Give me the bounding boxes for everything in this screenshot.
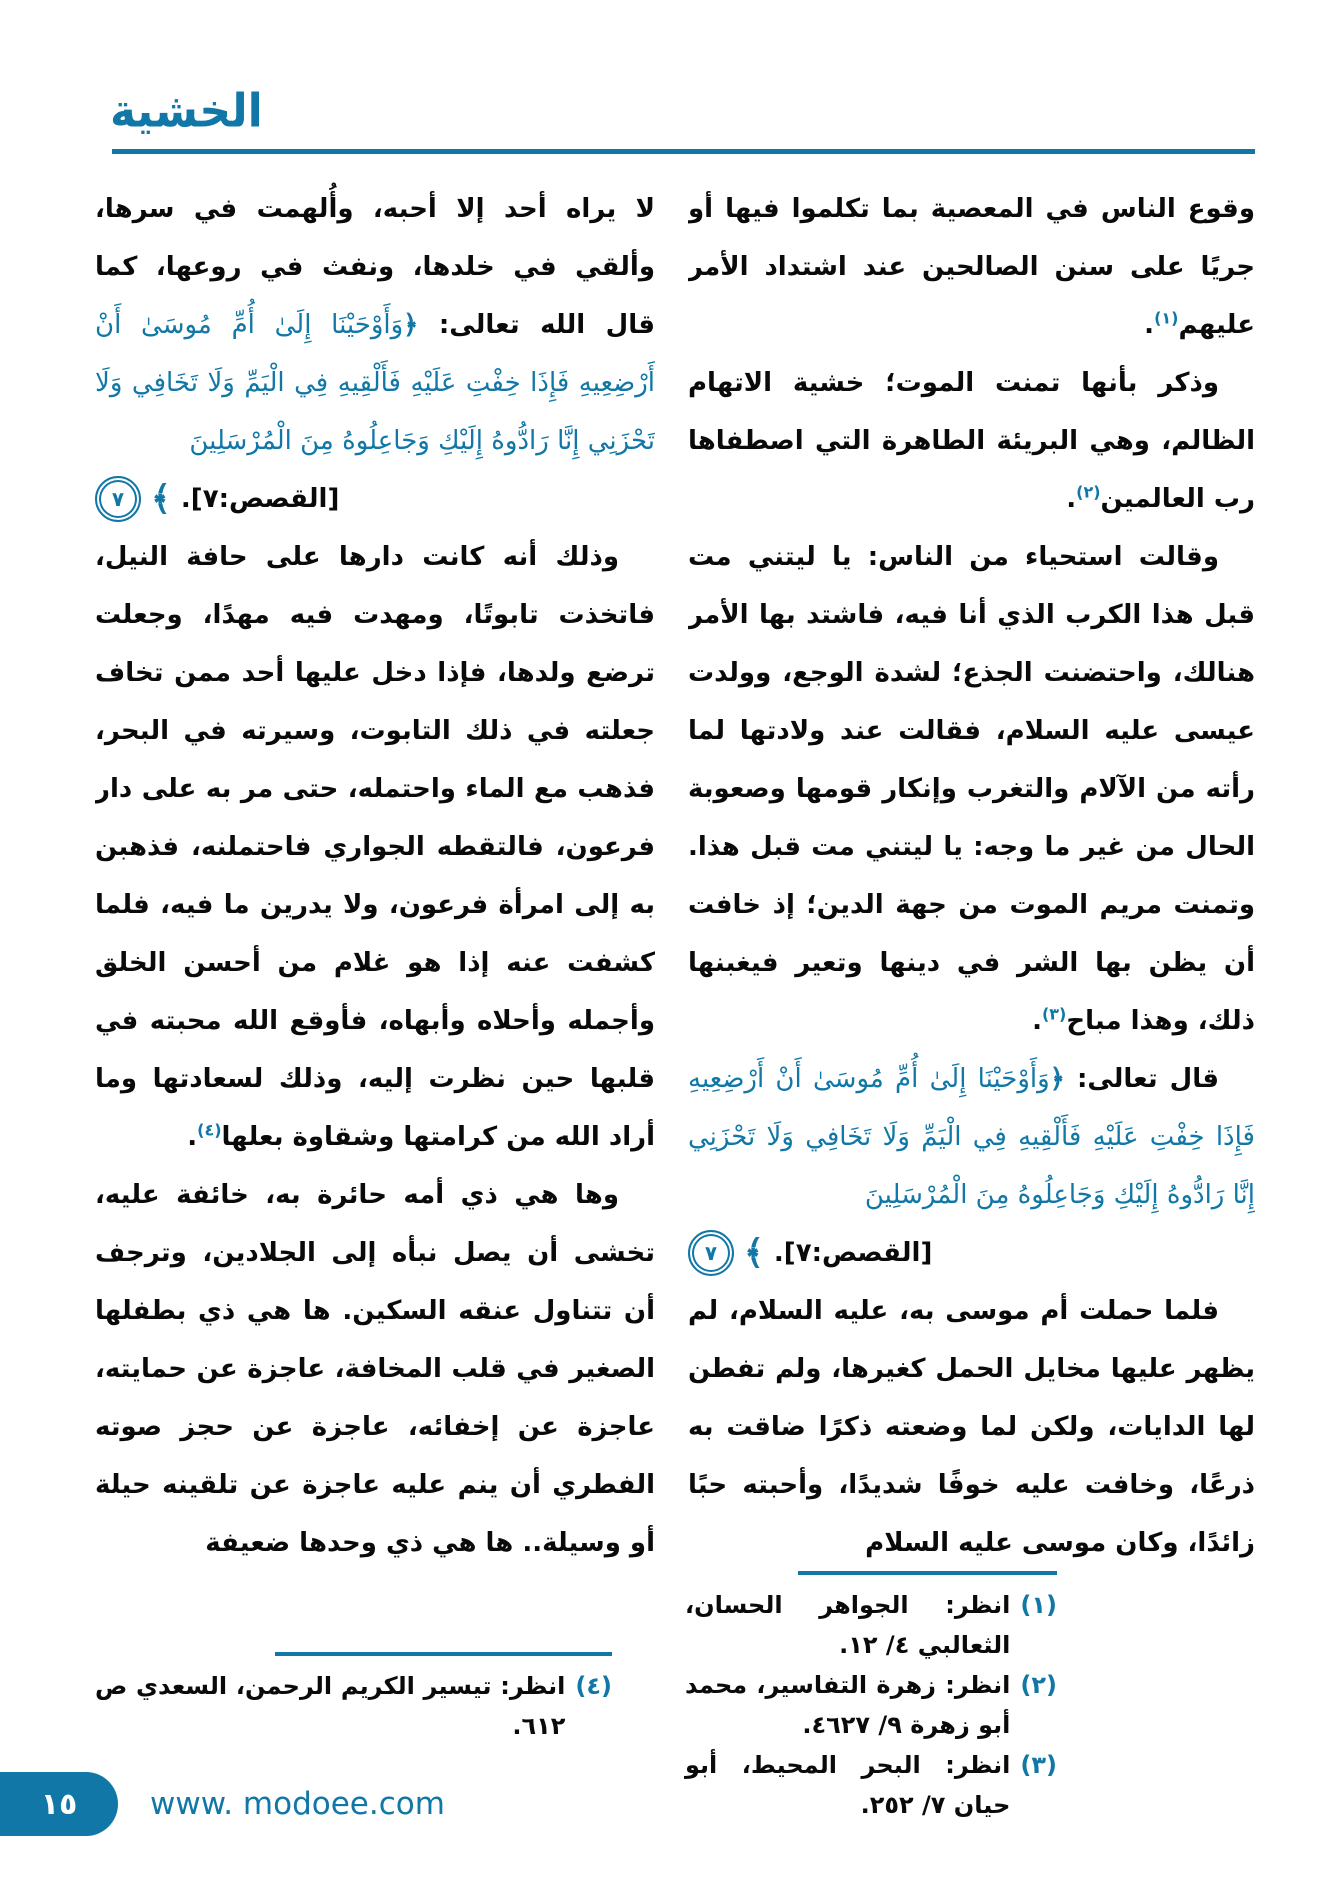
- footnote-number: (١): [1020, 1591, 1057, 1619]
- verse-reference: [القصص:٧].: [180, 484, 340, 514]
- footnote-number: (٢): [1020, 1671, 1057, 1699]
- quran-close-bracket-icon: ﴾: [744, 1233, 764, 1273]
- footnote-text: انظر: تيسير الكريم الرحمن، السعدي ص ٦١٢.: [95, 1672, 566, 1740]
- body-text-run: .: [1144, 310, 1155, 340]
- footnote-reference: (٣): [1041, 1004, 1067, 1024]
- body-text-run: وذكر بأنها تمنت الموت؛ خشية الاتهام الظالم، وهي البريئة الطاهرة التي اصطفاها رب العالمين: [688, 368, 1255, 514]
- page-number-badge: [0, 1772, 118, 1836]
- body-paragraph: [688, 180, 1255, 354]
- body-text-run: فلما حملت أم موسى به، عليه السلام، لم يظهر عليها مخايل الحمل كغيرها، ولم تفطن لها الدايات، ولكن لما وضعته ذكرًا ضاقت به ذرعًا، وخافت عليه خوفًا شديدًا، وأحبته حبًا زائدًا، وكان موسى عليه السلام: [688, 1296, 1255, 1558]
- website-link[interactable]: www. modoee.com: [150, 1786, 445, 1822]
- footnote-divider: [275, 1652, 612, 1656]
- footnote-item: [685, 1665, 1057, 1745]
- page-header-title: الخشية: [110, 84, 263, 139]
- footnote-reference: (١): [1154, 308, 1179, 328]
- right-column: [688, 180, 1255, 1566]
- body-text-run: .: [1032, 1006, 1042, 1036]
- body-text-run: .: [1066, 484, 1077, 514]
- footnote-number: (٣): [1020, 1751, 1057, 1779]
- body-text-run: وقالت استحياء من الناس: يا ليتني مت قبل هذا الكرب الذي أنا فيه، فاشتد بها الأمر هنالك، واحتضنت الجذع؛ لشدة الوجع، وولدت عيسى عليه السلام، فقالت عند ولادتها لما رأته من الآلام والتغرب وإنكار قومها وصعوبة الحال من غير ما وجه: يا ليتني مت قبل هذا. وتمنت مريم الموت من جهة الدين؛ إذ خافت أن يظن بها الشر في دينها وتعير فيغبنها ذلك، وهذا مباح: [688, 542, 1255, 1036]
- body-text-run: لا يراه أحد إلا أحبه، وأُلهمت في سرها، وألقي في خلدها، ونفث في روعها، كما قال الله تعالى:: [95, 194, 655, 340]
- left-column: [95, 180, 655, 1640]
- footnote-reference: (٤): [197, 1120, 222, 1140]
- quran-close-bracket-icon: ﴾: [151, 479, 171, 519]
- verse-paragraph: [688, 1050, 1255, 1224]
- body-paragraph: [688, 354, 1255, 528]
- body-paragraph: [688, 1282, 1255, 1566]
- footnote-text: انظر: البحر المحيط، أبو حيان ٧/ ٢٥٢.: [685, 1751, 1011, 1819]
- ayah-marker-line: [95, 470, 655, 528]
- verse-reference: [القصص:٧].: [773, 1238, 933, 1268]
- footnote-text: انظر: زهرة التفاسير، محمد أبو زهرة ٩/ ٤٦٢٧.: [685, 1671, 1011, 1739]
- footnote-reference: (٢): [1076, 482, 1101, 502]
- ayah-number: ٧: [704, 1241, 718, 1265]
- body-paragraph: [688, 528, 1255, 1050]
- body-text-run: وقوع الناس في المعصية بما تكلموا فيها أو جريًا على سنن الصالحين عند اشتداد الأمر عليهم: [688, 194, 1255, 340]
- ayah-number: ٧: [111, 487, 125, 511]
- page-number: ١٥: [40, 1786, 78, 1822]
- footnote-item: [685, 1585, 1057, 1665]
- quran-open-bracket: ﴿: [1049, 1064, 1065, 1094]
- quran-verse-text: وَأَوْحَيْنَا إِلَىٰ أُمِّ مُوسَىٰ أَنْ أَرْضِعِيهِ فَإِذَا خِفْتِ عَلَيْهِ فَأَلْقِيهِ فِي الْيَمِّ وَلَا تَخَافِي وَلَا تَحْزَنِي إِنَّا رَادُّوهُ إِلَيْكِ وَجَاعِلُوهُ مِنَ الْمُرْسَلِينَ: [688, 1064, 1255, 1210]
- body-text-run: وها هي ذي أمه حائرة به، خائفة عليه، تخشى أن يصل نبأه إلى الجلادين، وترجف أن تتناول عنقه السكين. ها هي ذي بطفلها الصغير في قلب المخافة، عاجزة عن حمايته، عاجزة عن إخفائه، عاجزة عن حجز صوته الفطري أن ينم عليه عاجزة عن تلقينه حيلة أو وسيلة.. ها هي ذي وحدها ضعيفة: [95, 1180, 655, 1558]
- right-column-footnotes: [685, 1585, 1057, 1825]
- body-text-run: قال تعالى:: [1064, 1064, 1219, 1094]
- quran-open-bracket: ﴿: [403, 310, 419, 340]
- ayah-number-medallion-icon: [95, 476, 141, 522]
- verse-paragraph: [95, 180, 655, 470]
- footnote-divider: [798, 1571, 1057, 1575]
- body-text-run: .: [187, 1122, 198, 1152]
- footnote-text: انظر: الجواهر الحسان، الثعالبي ٤/ ١٢.: [685, 1591, 1011, 1659]
- ayah-number-medallion-icon: [688, 1230, 734, 1276]
- header-rule: [112, 149, 1255, 154]
- footnote-item: [95, 1666, 612, 1746]
- body-text-run: وذلك أنه كانت دارها على حافة النيل، فاتخذت تابوتًا، ومهدت فيه مهدًا، وجعلت ترضع ولدها، فإذا دخل عليها أحد ممن تخاف جعلته في ذلك التابوت، وسيرته في البحر، فذهب مع الماء واحتمله، حتى مر به على دار فرعون، فالتقطه الجواري فاحتملنه، فذهبن به إلى امرأة فرعون، ولا يدرين ما فيه، فلما كشفت عنه إذا هو غلام من أحسن الخلق وأجمله وأحلاه وأبهاه، فأوقع الله محبته في قلبها حين نظرت إليه، وذلك لسعادتها وما أراد الله من كرامتها وشقاوة بعلها: [95, 542, 655, 1152]
- footnote-item: [685, 1745, 1057, 1825]
- quran-verse-text: وَأَوْحَيْنَا إِلَىٰ أُمِّ مُوسَىٰ أَنْ أَرْضِعِيهِ فَإِذَا خِفْتِ عَلَيْهِ فَأَلْقِيهِ فِي الْيَمِّ وَلَا تَخَافِي وَلَا تَحْزَنِي إِنَّا رَادُّوهُ إِلَيْكِ وَجَاعِلُوهُ مِنَ الْمُرْسَلِينَ: [95, 310, 655, 456]
- body-paragraph: [95, 1166, 655, 1572]
- left-column-footnotes: [95, 1666, 612, 1746]
- ayah-marker-line: [688, 1224, 1255, 1282]
- footnote-number: (٤): [575, 1672, 612, 1700]
- body-paragraph: [95, 528, 655, 1166]
